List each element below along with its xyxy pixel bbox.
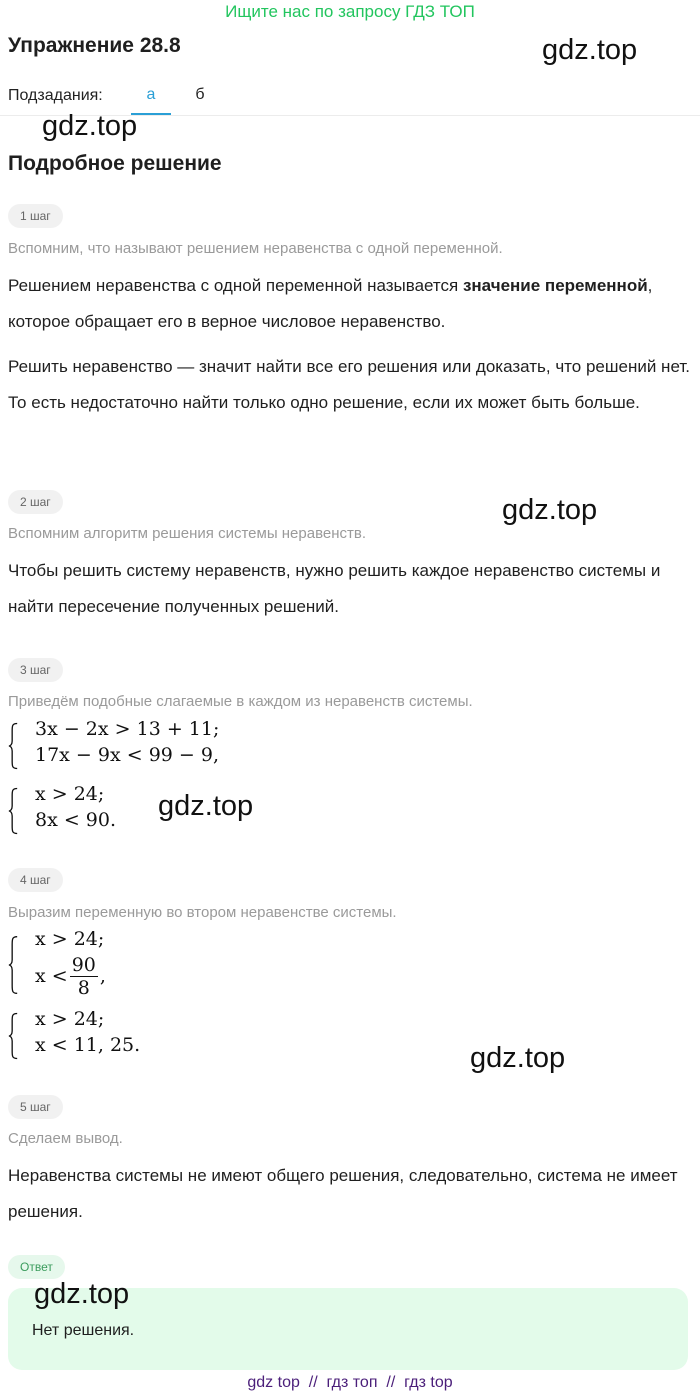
fraction: $\frac{90}{8}$ [71,953,96,999]
footer-links[interactable]: gdz top // гдз топ // гдз top [247,1374,453,1391]
watermark: gdz.top [470,1042,566,1074]
subtasks-label: Подзадания: [8,87,103,104]
brace-icon [8,718,18,774]
watermark: gdz.top [158,790,254,822]
step-badge: 3 шаг [8,658,63,682]
inequality-line: x > 24; [35,928,105,950]
step-badge: 1 шаг [8,204,63,228]
solution-heading: Подробное решение [8,152,222,175]
step-badge: 4 шаг [8,868,63,892]
step-hint: Приведём подобные слагаемые в каждом из неравенств системы. [8,693,473,710]
step-hint: Выразим переменную во втором неравенстве системы. [8,904,397,921]
watermark: gdz.top [542,34,638,66]
inequality-line: 8x < 90. [35,809,117,831]
watermark: gdz.top [502,494,598,526]
tab-subtask-b[interactable]: б [195,86,205,103]
step-paragraph: Чтобы решить систему неравенств, нужно решить каждое неравенство системы и найти пересечение полученных решений. [8,561,661,616]
answer-text: Нет решения. [32,1322,135,1339]
promo-banner[interactable]: Ищите нас по запросу ГДЗ ТОП [225,2,475,21]
step-hint: Сделаем вывод. [8,1130,123,1147]
answer-badge: Ответ [8,1255,65,1279]
page-title: Упражнение 28.8 [8,34,181,57]
watermark: gdz.top [42,110,138,142]
step-hint: Вспомним, что называют решением неравенства с одной переменной. [8,240,503,257]
inequality-line: x > 24; [35,1008,105,1030]
inequality-line: x < 11, 25. [35,1034,141,1056]
step-hint: Вспомним алгоритм решения системы неравенств. [8,525,367,542]
step-paragraph: Решить неравенство — значит найти все его решения или доказать, что решений нет. То есть недостаточно найти только одно решение, если их может быть больше. [8,357,690,412]
brace-icon [8,930,18,1000]
brace-icon [8,783,18,839]
step-badge: 5 шаг [8,1095,63,1119]
watermark: gdz.top [34,1278,130,1310]
inequality-line: 3x − 2x > 13 + 11; [35,718,220,740]
step-paragraph: Неравенства системы не имеют общего решения, следовательно, система не имеет решения. [8,1166,678,1221]
brace-icon [8,1008,18,1064]
inequality-line: x < $\frac{90}{8}$ , [35,953,106,999]
step-paragraph: Решением неравенства с одной переменной называется значение переменной, которое обращает его в верное числовое неравенство. [8,276,653,331]
inequality-line: 17x − 9x < 99 − 9, [35,744,219,766]
tab-subtask-a[interactable]: а [146,86,156,103]
inequality-line: x > 24; [35,783,105,805]
step-badge: 2 шаг [8,490,63,514]
